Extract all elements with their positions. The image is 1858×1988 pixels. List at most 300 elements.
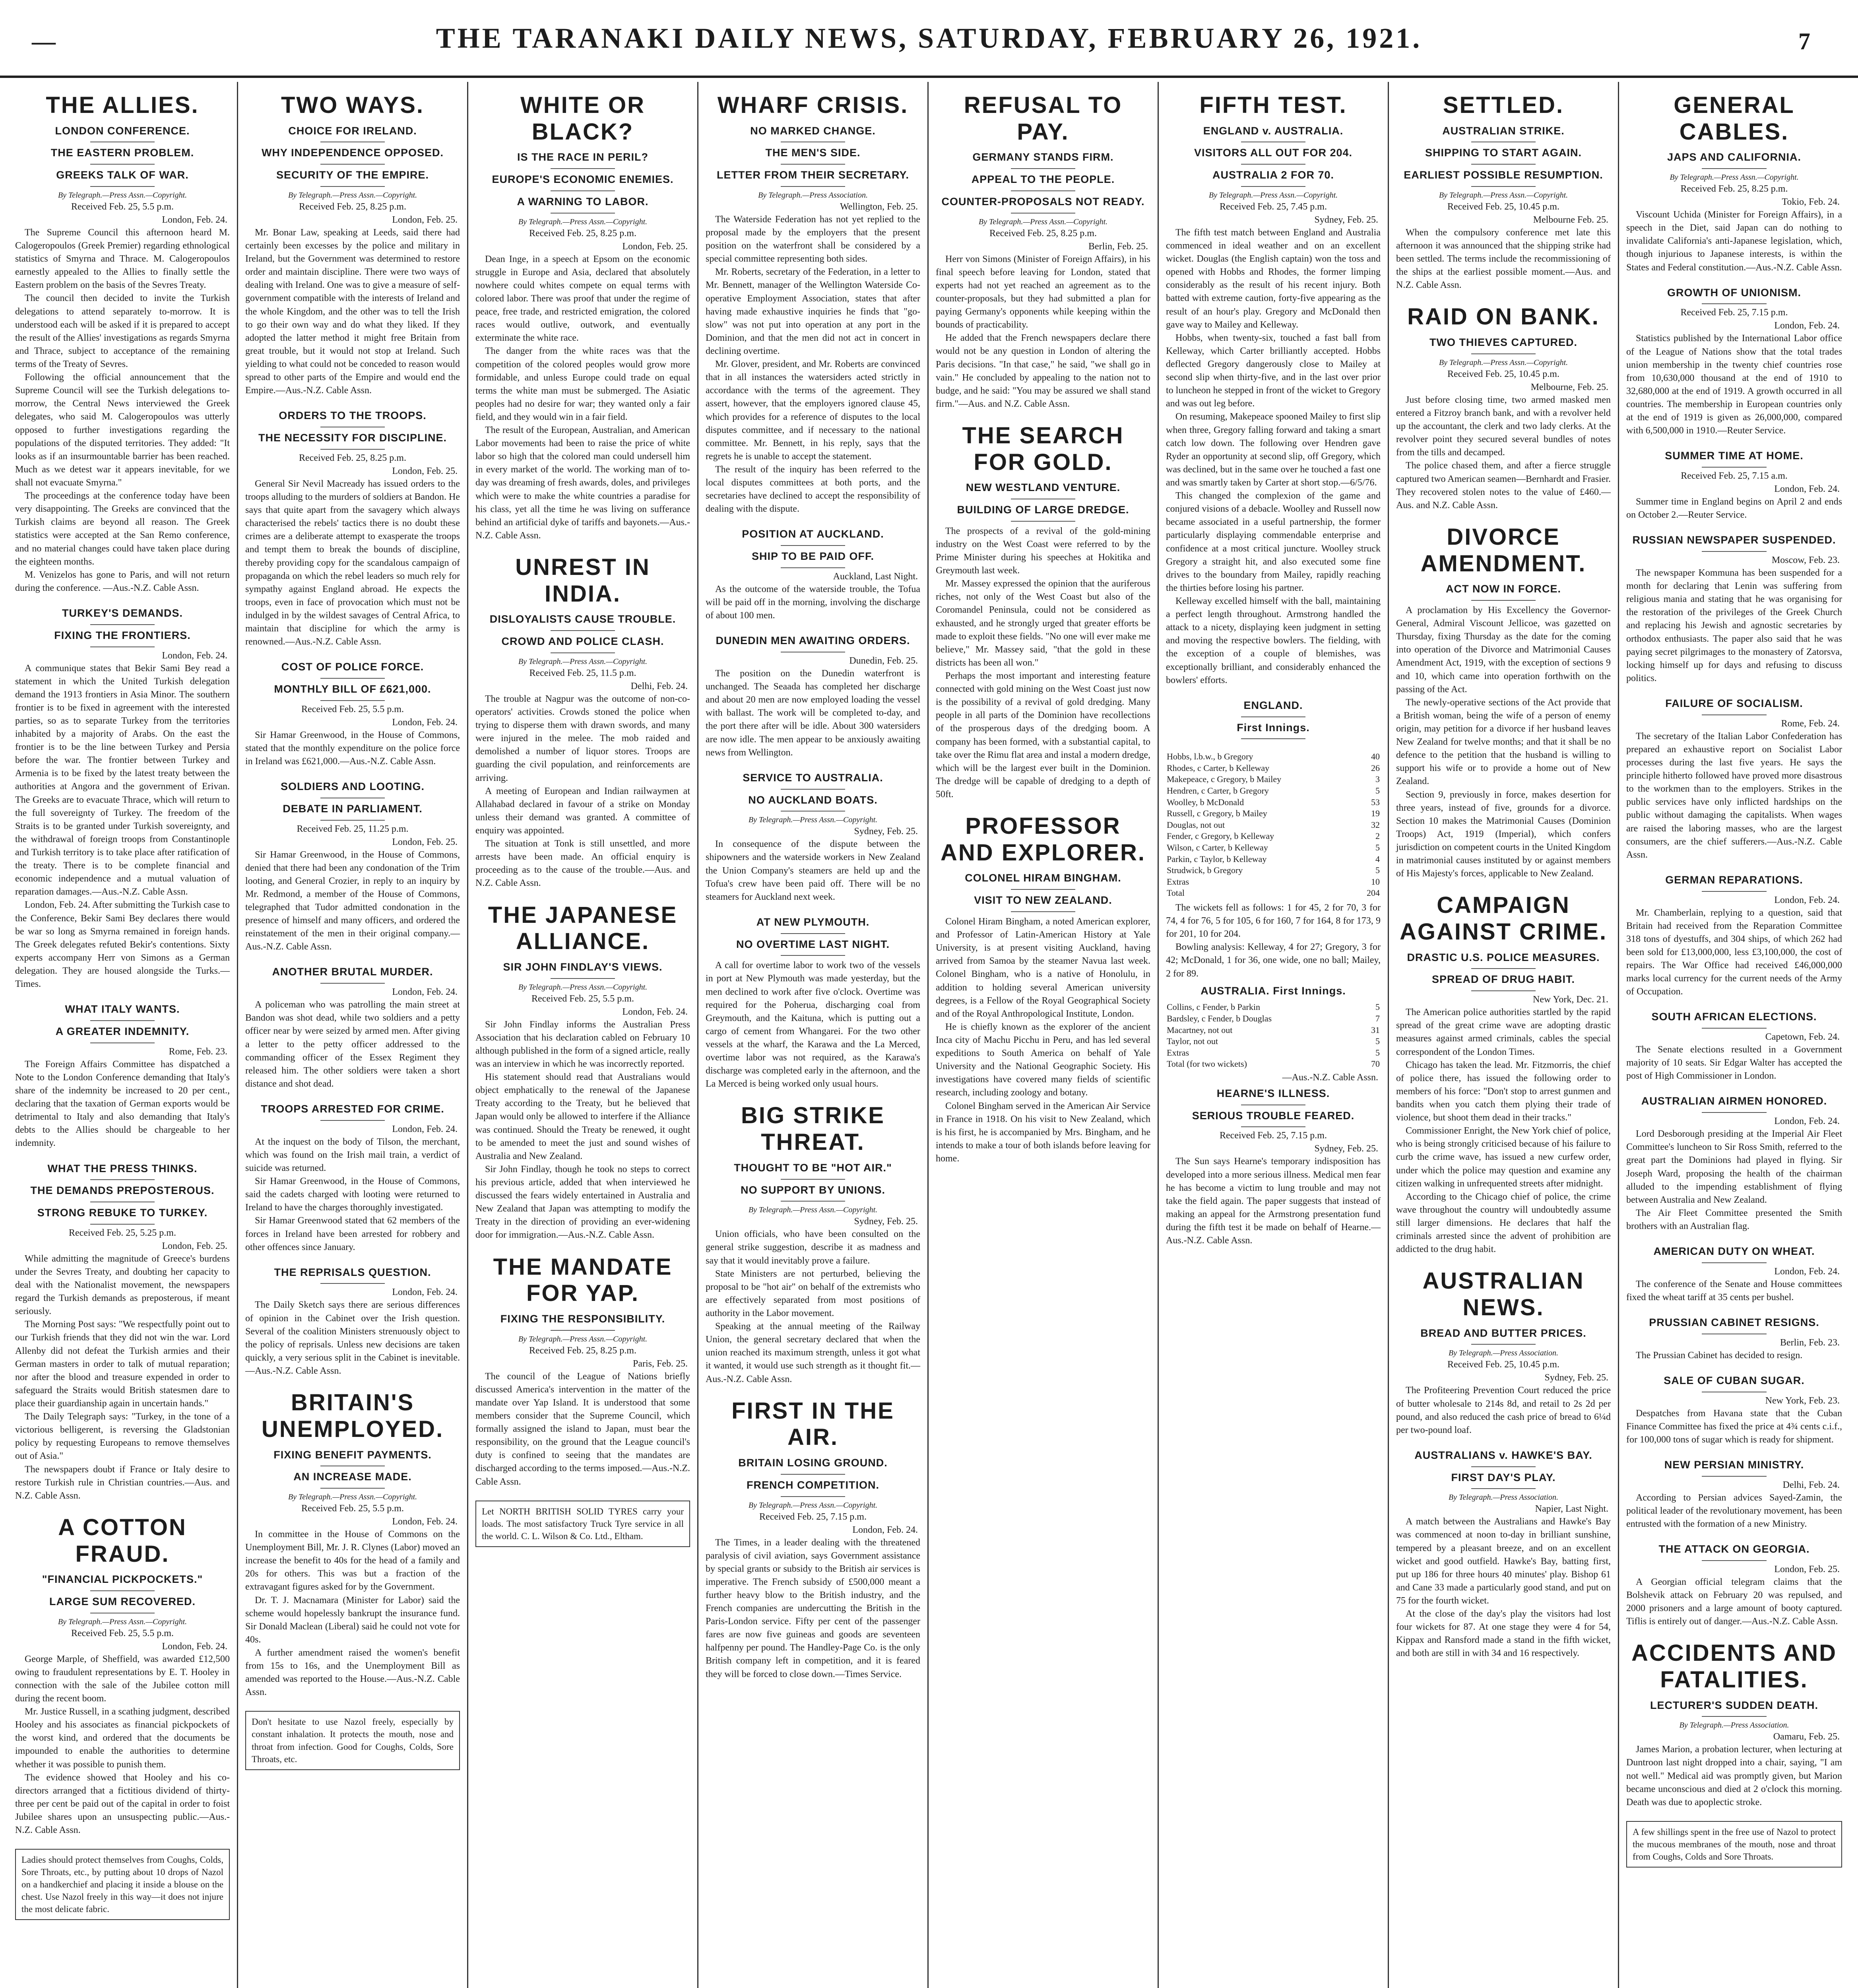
dateline: London, Feb. 24. <box>392 1287 458 1298</box>
subheadline: SOLDIERS AND LOOTING. <box>280 780 425 793</box>
article-paragraph: Sir Hamar Greenwood, in the House of Commons, stated that the monthly expenditure on the police force in Ireland was £621,000.—Aus.-N.Z. Cable Assn. <box>245 730 460 767</box>
divider-rule <box>1241 164 1305 165</box>
article <box>15 1514 230 1837</box>
scorecard-row <box>1166 797 1381 808</box>
masthead <box>0 0 1858 78</box>
divider-rule <box>1702 303 1767 304</box>
dateline: Wellington, Feb. 25. <box>840 201 918 212</box>
scorecard-row <box>1166 1036 1381 1047</box>
subheadline: TROOPS ARRESTED FOR CRIME. <box>261 1103 444 1115</box>
runs-value: 40 <box>1371 751 1380 762</box>
scorecard-row <box>1166 854 1381 865</box>
article-paragraph: In consequence of the dispute between the shipowners and the waterside workers in New Zealand the Union Company's steamers are held up and the Tofua's crew have been paid off. There will be no steamers for Auckland next week. <box>706 839 920 902</box>
article-paragraph: The Waterside Federation has not yet replied to the proposal made by the employers that the present position on the waterfront shall be considered by a special committee representing both sides. <box>706 214 920 264</box>
subheadline: NO SUPPORT BY UNIONS. <box>740 1184 886 1196</box>
subheadline: MONTHLY BILL OF £621,000. <box>274 683 431 695</box>
article <box>15 1162 230 1503</box>
article-paragraph: Dean Inge, in a speech at Epsom on the economic struggle in Europe and Asia, declared that absolutely nowhere could whites compete on equal terms with colored labor. There was proof that under the regime of peace, free trade, and restricted emigration, the colored races would outlive, outwork, and eventually exterminate the white race. <box>475 254 690 344</box>
dateline: Paris, Feb. 25. <box>633 1358 688 1369</box>
article-paragraph: Sir Hamar Greenwood stated that 62 members of the forces in Ireland have been arrested for robbery and other offences since January. <box>245 1215 460 1252</box>
article-paragraph: The council of the League of Nations briefly discussed America's intervention in the matter of the mandate over Yap Island. It is understood that some members consider that the Supreme Council, which formally assigned the island to Japan, must bear the responsibility, on the ground that the League council's duty is confined to seeing that the mandates are discharged according to the terms imposed.—Aus.-N.Z. Cable Assn. <box>475 1371 690 1487</box>
subheadline: FIXING BENEFIT PAYMENTS. <box>273 1448 432 1461</box>
dateline: Tokio, Feb. 24. <box>1782 197 1840 208</box>
received-line: Received Feb. 25, 7.15 p.m. <box>1220 1130 1327 1141</box>
divider-rule <box>90 1224 155 1225</box>
subheadline: LONDON CONFERENCE. <box>55 124 190 137</box>
divider-rule <box>1702 714 1767 715</box>
article <box>475 554 690 890</box>
press-credit: By Telegraph.—Press Assn.—Copyright. <box>58 190 187 200</box>
divider-rule <box>1471 968 1536 969</box>
batsman-entry: Total <box>1167 888 1185 898</box>
divider-rule <box>320 700 385 701</box>
divider-rule <box>781 1496 845 1497</box>
article-paragraph: The Prussian Cabinet has decided to resign. <box>1636 1350 1803 1361</box>
article <box>475 1254 690 1489</box>
article-paragraph: The result of the European, Australian, and American Labor movements had been to raise the price of white labor so high that the colored man could undersell him in every market of the world. The working man of to-day was dreaming of fresh awards, doles, and privileges which were to make the white countries a paradise for his class, yet all the time he was living on sufferance behind an artificial dyke of tariffs and bayonets.—Aus.-N.Z. Cable Assn. <box>475 425 690 541</box>
article-paragraph: Mr. Glover, president, and Mr. Roberts are convinced that in all instances the watersiders acted strictly in accordance with the terms of the agreement. They assert, however, that the employers ignored clause 45, which provides for a reference of disputes to the local disputes committee, and if necessary to the national committee. Mr. Bennett, in his reply, says that the regrets he is unable to accept the statement. <box>706 359 920 462</box>
subheadline: VISIT TO NEW ZEALAND. <box>974 894 1112 907</box>
divider-rule <box>1702 891 1767 892</box>
batsman-entry: Makepeace, c Gregory, b Mailey <box>1167 774 1282 784</box>
batsman-entry: Taylor, not out <box>1167 1036 1218 1046</box>
newspaper-column-4 <box>698 82 929 1988</box>
batsman-entry: Wilson, c Carter, b Kelleway <box>1167 843 1268 853</box>
subheadline: BREAD AND BUTTER PRICES. <box>1420 1327 1586 1339</box>
article-paragraph: The Profiteering Prevention Court reduced the price of butter wholesale to 214s 8d, and retail to 2s 2d per pound, and also reduced the cash price of bread to 6¼d per two-pound loaf. <box>1396 1385 1611 1435</box>
subheadline: FAILURE OF SOCIALISM. <box>1665 697 1803 709</box>
article-headline: AUSTRALIAN NEWS. <box>1422 1268 1585 1320</box>
received-line: Received Feb. 25, 5.25 p.m. <box>69 1227 176 1238</box>
batsman-entry: Total (for two wickets) <box>1167 1059 1247 1069</box>
subheadline: COLONEL HIRAM BINGHAM. <box>965 872 1121 884</box>
subheadline: TURKEY'S DEMANDS. <box>62 607 183 619</box>
batsman-entry: Extras <box>1167 1047 1189 1058</box>
subheadline: ORDERS TO THE TROOPS. <box>279 410 427 422</box>
subheadline: SECURITY OF THE EMPIRE. <box>276 169 429 181</box>
newspaper-column-2 <box>238 82 468 1988</box>
divider-rule <box>781 789 845 790</box>
subheadline: LETTER FROM THEIR SECRETARY. <box>716 169 909 181</box>
divider-rule <box>1241 1126 1305 1127</box>
divider-rule <box>1471 186 1536 187</box>
article-paragraph: The trouble at Nagpur was the outcome of non-co-operators' activities. Crowds stoned the police when trying to disperse them with drawn swords, and many were injured in the melee. The mob raided and demolished a number of liquor stores. Troops are guarding the civil population, and reinforcements are arriving. <box>475 693 690 783</box>
received-line: Received Feb. 25, 10.45 p.m. <box>1447 201 1559 212</box>
subheadline: NO OVERTIME LAST NIGHT. <box>736 938 890 950</box>
subheadline: AUSTRALIAN AIRMEN HONORED. <box>1641 1095 1827 1107</box>
divider-rule <box>320 983 385 984</box>
subheadline: THE EASTERN PROBLEM. <box>50 147 194 159</box>
received-line: Received Feb. 25, 8.25 p.m. <box>529 228 636 239</box>
received-line: Received Feb. 25, 7.45 p.m. <box>1220 201 1327 212</box>
divider-rule <box>1471 1466 1536 1467</box>
dateline: London, Feb. 25. <box>392 466 458 476</box>
divider-rule <box>320 1283 385 1284</box>
scorecard-table <box>1166 1002 1381 1070</box>
runs-value: 5 <box>1375 865 1380 876</box>
press-credit: By Telegraph.—Press Association. <box>1449 1493 1558 1502</box>
divider-rule <box>90 164 155 165</box>
fall-of-wickets: The wickets fell as follows: 1 for 45, 2 for 70, 3 for 74, 4 for 76, 5 for 105, 6 for 160, 7 for 164, 8 for 173, 9 for 201, 10 for 204. <box>1166 902 1381 940</box>
dateline: Rome, Feb. 24. <box>1781 718 1840 729</box>
article-paragraph: The result of the inquiry has been referred to the local disputes committees at both ports, and the secretaries have declined to accept the responsibility of dealing with the dispute. <box>706 464 920 514</box>
article <box>1396 1449 1611 1660</box>
article-paragraph: Commissioner Enright, the New York chief of police, who is being strongly criticised because of his failure to curb the crime wave, has issued a new curfew order, under which the police may question and examine any citizen walking in unfrequented streets after midnight. <box>1396 1126 1611 1189</box>
article-paragraph: As the outcome of the waterside trouble, the Tofua will be paid off in the morning, involving the discharge of about 100 men. <box>706 584 920 621</box>
subheadline: FIXING THE FRONTIERS. <box>54 629 191 641</box>
divider-rule <box>781 567 845 568</box>
article-paragraph: A communique states that Bekir Sami Bey read a statement in which the United Turkish delegation demand the 1913 frontiers in Asia Minor. The southern frontier is to be fixed in agreement with the interested parties, so as to separate Turkey from the territories inhabited by a majority of Arabs. On the east the frontier is to be the line between Turkey and Persia before the war. The frontier between Turkey and Armenia is to be fixed by the latest treaty between the authorities at Angora and the government of Erivan. The Greeks are to evacuate Thrace, which will return to the full sovereignty of Turkey. The freedom of the Straits is to be granted under Turkish sovereignty, and the withdrawal of foreign troops from Constantinople and Turkish territory is to take place after ratification of the treaty. There is to be complete financial and economic independence and a mutual valuation of reparation damages.—Aus.-N.Z. Cable Assn. <box>15 663 230 897</box>
press-credit: By Telegraph.—Press Association. <box>758 190 868 200</box>
divider-rule <box>1011 168 1075 169</box>
dateline: London, Feb. 24. <box>162 650 227 661</box>
dateline: London, Feb. 25. <box>622 241 688 252</box>
dateline: New York, Feb. 23. <box>1765 1395 1840 1406</box>
article-headline: WHARF CRISIS. <box>717 92 909 118</box>
article <box>1626 1316 1842 1362</box>
article-paragraph: Sir John Findlay informs the Australian Press Association that his declaration cabled on February 10 although published in the form of a signed article, really was an interview in which he was incorrectly reported. <box>475 1019 690 1069</box>
article-headline: GENERAL CABLES. <box>1674 92 1795 145</box>
subheadline: TWO THIEVES CAPTURED. <box>1429 336 1577 349</box>
subheadline: RUSSIAN NEWSPAPER SUSPENDED. <box>1632 534 1836 546</box>
subheadline: IS THE RACE IN PERIL? <box>517 151 649 163</box>
article-paragraph: The council then decided to invite the Turkish delegations to attend separately to-morrow. It is understood each will be asked if it is prepared to accept the result of the Allies' investigations as regards Smyrna and Thrace, subject to acceptance of the remaining terms of the Treaty of Sevres. <box>15 293 230 370</box>
bowling-analysis: Bowling analysis: Kelleway, 4 for 27; Gregory, 3 for 42; McDonald, 1 for 36, one wide, one no ball; Mailey, 2 for 89. <box>1166 942 1381 979</box>
article-paragraph: Viscount Uchida (Minister for Foreign Affairs), in a speech in the Diet, said Japan can do nothing to invalidate California's anti-Japanese legislation, which, though injurious to Japanese interests, is within the States and Federal constitution.—Aus.-N.Z. Cable Assn. <box>1626 210 1842 273</box>
article <box>1626 1095 1842 1233</box>
runs-value: 7 <box>1375 1013 1380 1023</box>
advertisement: Let NORTH BRITISH SOLID TYRES carry your loads. The most satisfactory Truck Tyre service in all the world. C. L. Wilson & Co. Ltd., Eltham. <box>475 1501 690 1547</box>
subheadline: LARGE SUM RECOVERED. <box>49 1595 196 1607</box>
article <box>706 528 920 622</box>
subheadline: WHY INDEPENDENCE OPPOSED. <box>261 147 444 159</box>
newspaper-masthead-title: THE TARANAKI DAILY NEWS, SATURDAY, FEBRUARY 26, 1921. <box>436 22 1422 54</box>
article-headline: THE ALLIES. <box>46 92 199 118</box>
subheadline: SHIPPING TO START AGAIN. <box>1425 147 1582 159</box>
ornament: ― <box>32 28 56 54</box>
dateline: Capetown, Feb. 24. <box>1765 1032 1840 1043</box>
divider-rule <box>781 955 845 956</box>
received-line: Received Feb. 25, 8.25 p.m. <box>299 452 406 463</box>
divider-rule <box>551 213 615 214</box>
scorecard-table <box>1166 751 1381 899</box>
article-headline: THE MANDATE FOR YAP. <box>493 1254 673 1307</box>
article-paragraph: In committee in the House of Commons on the Unemployment Bill, Mr. J. R. Clynes (Labor) moved an increase the benefit to 40s for the head of a family and 20s for others. This was but a fraction of the extravagant figures asked for by the Government. <box>245 1529 460 1592</box>
press-credit: By Telegraph.—Press Assn.—Copyright. <box>288 190 417 200</box>
divider-rule <box>551 978 615 979</box>
dateline: London, Feb. 24. <box>1774 320 1840 331</box>
divider-rule <box>781 1201 845 1202</box>
article <box>1626 1543 1842 1628</box>
article <box>1166 1087 1381 1247</box>
divider-rule <box>90 1590 155 1591</box>
dateline: London, Feb. 24. <box>622 1006 688 1017</box>
received-line: Received Feb. 25, 8.25 p.m. <box>989 228 1097 239</box>
article-paragraph: London, Feb. 24. After submitting the Turkish case to the Conference, Bekir Sami Bey declares there would be war so long as Smyrna remained in foreign hands. The Greek delegates refuted Bekir's contentions. Sixty experts accompany Herr von Simons as a German delegation. They are housed alongside the Turks.—Times. <box>15 900 230 990</box>
subheadline: COUNTER-PROPOSALS NOT READY. <box>941 195 1145 208</box>
subheadline: DISLOYALISTS CAUSE TROUBLE. <box>489 613 676 625</box>
article-paragraph: His statement should read that Australians would object emphatically to the renewal of the Japanese Treaty according to the Treaty, but he believed that Japan would only be allowed to interfere if the Alliance was continued. Should the Treaty be renewed, it ought to be amended to meet the just and sound wishes of Australia and New Zealand. <box>475 1072 690 1161</box>
batsman-entry: Hendren, c Carter, b Gregory <box>1167 786 1269 796</box>
subheadline: DRASTIC U.S. POLICE MEASURES. <box>1407 951 1600 963</box>
article-paragraph: Section 9, previously in force, makes desertion for three years, instead of five, grounds for a divorce. Section 10 makes the Matrimonial Causes (Dominion Troops) Act, 1919 (Imperial), which confers jurisdiction on competent courts in the United Kingdom in matrimonial causes instituted by or against members of His Majesty's forces, applicable to New Zealand. <box>1396 789 1611 879</box>
runs-value: 32 <box>1371 819 1380 830</box>
article-paragraph: Perhaps the most important and interesting feature connected with gold mining on the West Coast just now is the possibility of a revival of gold dredging. Many people in all parts of the Dominion have recollections of the prosperous days of the dredging boom. A company has been formed, with a substantial capital, to take over the Rimu flat area and instal a modern dredge, which will be the largest ever built in the Dominion. The dredge will be capable of dredging to a depth of 50ft. <box>936 671 1150 800</box>
runs-value: 3 <box>1375 774 1380 784</box>
press-credit: By Telegraph.—Press Assn.—Copyright. <box>748 1501 878 1510</box>
article-paragraph: Mr. Massey expressed the opinion that the auriferous riches, not only of the West Coast but also of the Coromandel Peninsula, could not be considered as exhausted, and he strongly urged that greater efforts be made to exploit these fields. "No one will ever make me believe," Mr. Massey said, "that the gold in these districts has been all won." <box>936 579 1150 668</box>
divider-rule <box>781 545 845 546</box>
scorecard-row <box>1166 808 1381 819</box>
newspaper-column-7 <box>1389 82 1619 1988</box>
subheadline: WHAT ITALY WANTS. <box>65 1003 180 1015</box>
divider-rule <box>781 933 845 934</box>
divider-rule <box>1011 213 1075 214</box>
batsman-entry: Russell, c Gregory, b Mailey <box>1167 808 1267 819</box>
article-paragraph: The Daily Sketch says there are serious differences of opinion in the Cabinet over the Irish question. Several of the coalition Ministers strenuously object to the policy of reprisals. Unless new decisions are taken quickly, a very serious split in the Cabinet is inevitable.—Aus.-N.Z. Cable Assn. <box>245 1300 460 1376</box>
article-paragraph: Sir Hamar Greenwood, in the House of Commons, said the cadets charged with looting were returned to Ireland to have the charges thoroughly investigated. <box>245 1176 460 1213</box>
runs-value: 204 <box>1367 888 1380 898</box>
article <box>706 1398 920 1681</box>
scorecard-row <box>1166 831 1381 842</box>
divider-rule <box>1702 467 1767 468</box>
scorecard-row <box>1166 1013 1381 1025</box>
dateline: London, Feb. 24. <box>392 1516 458 1527</box>
dateline: London, Feb. 25. <box>392 837 458 847</box>
article <box>1626 1640 1842 1809</box>
dateline: Delhi, Feb. 24. <box>630 681 688 691</box>
press-credit: By Telegraph.—Press Association. <box>1449 1349 1558 1358</box>
subheadline: "FINANCIAL PICKPOCKETS." <box>42 1573 203 1586</box>
dateline: Berlin, Feb. 23. <box>1780 1337 1840 1348</box>
article <box>936 92 1150 411</box>
batsman-entry: Fender, c Gregory, b Kelleway <box>1167 831 1274 841</box>
divider-rule <box>551 190 615 191</box>
dateline: London, Feb. 25. <box>1774 1564 1840 1574</box>
article-headline: THE SEARCH FOR GOLD. <box>962 422 1124 475</box>
divider-rule <box>1702 551 1767 552</box>
article-paragraph: James Marion, a probation lecturer, when lecturing at Duntroon last night dropped into a chair, saying, "I am not well." Medical aid was promptly given, but Marion became unconscious and died at 2 o'clock this morning. Death was due to apoplectic stroke. <box>1626 1744 1842 1807</box>
article <box>706 1103 920 1386</box>
subheadline: DUNEDIN MEN AWAITING ORDERS. <box>716 635 910 647</box>
article <box>1166 92 1381 687</box>
press-credit: By Telegraph.—Press Assn.—Copyright. <box>748 1206 878 1215</box>
article <box>706 771 920 904</box>
divider-rule <box>781 186 845 187</box>
dateline: Oamaru, Feb. 25. <box>1773 1732 1840 1742</box>
article <box>1396 1268 1611 1437</box>
dateline: London, Feb. 24. <box>392 987 458 998</box>
article-paragraph: A call for overtime labor to work two of the vessels in port at New Plymouth was made yesterday, but the men declined to work after five o'clock. Overtime was required for the Poherua, discharging coal from Greymouth, and the Kaituna, which is putting out a cargo of cement from Whangarei. For the two other vessels at the wharf, the Karawa and the La Merced, overtime labor was not required, as the Karawa's discharge was completed early in the afternoon, and the La Merced is being worked only usual hours. <box>706 960 920 1089</box>
runs-value: 5 <box>1375 786 1380 796</box>
divider-rule <box>90 1020 155 1021</box>
article-paragraph: At the inquest on the body of Tilson, the merchant, which was found on the Irish mail train, a verdict of suicide was returned. <box>245 1136 460 1173</box>
article-paragraph: The Daily Telegraph says: "Turkey, in the tone of a victorious belligerent, is reversing the Gladstonian policy by requesting Europeans to remove themselves out of Asia." <box>15 1411 230 1462</box>
article-paragraph: George Marple, of Sheffield, was awarded £12,500 owing to fraudulent representations by E. T. Hooley in connection with the sale of the Jubilee cotton mill during the recent boom. <box>15 1654 230 1704</box>
article-paragraph: Union officials, who have been consulted on the general strike suggestion, describe it as madness and say that it would inevitably prove a failure. <box>706 1229 920 1266</box>
article-paragraph: Dr. T. J. Macnamara (Minister for Labor) said the scheme would hopelessly bankrupt the insurance fund. Sir Donald Maclean (Liberal) said he could not vote for 40s. <box>245 1595 460 1645</box>
subheadline: NEW WESTLAND VENTURE. <box>966 481 1121 494</box>
article-paragraph: According to Persian advices Sayed-Zamin, the political leader of the revolutionary movement, has been entrusted with the formation of a new Ministry. <box>1626 1492 1842 1529</box>
article-paragraph: M. Venizelos has gone to Paris, and will not return during the conference. —Aus.-N.Z. Cable Assn. <box>15 569 230 593</box>
received-line: Received Feb. 25, 5.5 p.m. <box>531 993 634 1004</box>
article-paragraph: A meeting of European and Indian railwaymen at Allahabad declared in favour of a strike on Monday unless their demand was granted. A committee of enquiry was appointed. <box>475 786 690 836</box>
runs-value: 2 <box>1375 831 1380 841</box>
article <box>475 902 690 1242</box>
batsman-entry: Macartney, not out <box>1167 1025 1233 1035</box>
article-paragraph: Despatches from Havana state that the Cuban Finance Committee has fixed the price at 4¾ cents c.i.f., for 100,000 tons of sugar which is ready for shipment. <box>1626 1408 1842 1445</box>
scorecard-row <box>1166 887 1381 899</box>
article-paragraph: The Times, in a leader dealing with the threatened paralysis of civil aviation, says Government assistance by special grants or subsidy to the British air services is imperative. The French subsidy of £500,000 meant a further heavy blow to the British industry, and the French companies are undercutting the British in the Paris-London service. Fifty per cent of the passenger fares are now five guineas and goods are seventeen halfpenny per pound. The Handley-Page Co. is the only British company left in competition, and it is feared they will be forced to close down.—Times Service. <box>706 1537 920 1679</box>
article-headline: TWO WAYS. <box>281 92 424 118</box>
article <box>15 607 230 991</box>
article-paragraph: The prospects of a revival of the gold-mining industry on the West Coast were referred to by the Prime Minister during his speeches at Hokitika and Greymouth last week. <box>936 526 1150 576</box>
subheadline: ENGLAND v. AUSTRALIA. <box>1203 124 1344 137</box>
received-line: Received Feb. 25, 5.5 p.m. <box>301 1503 404 1514</box>
divider-rule <box>1702 1262 1767 1263</box>
article <box>245 1103 460 1254</box>
article-headline: ACCIDENTS AND FATALITIES. <box>1631 1640 1837 1693</box>
dateline: London, Feb. 24. <box>162 214 227 225</box>
runs-value: 31 <box>1371 1025 1380 1035</box>
divider-rule <box>90 646 155 647</box>
subheadline: VISITORS ALL OUT FOR 204. <box>1194 147 1353 159</box>
divider-rule <box>1702 1716 1767 1717</box>
article-paragraph: Chicago has taken the lead. Mr. Fitzmorris, the chief of police there, has issued the following order to members of his force: "Don't stop to arrest gunmen and bandits when you catch them plying their trade of violence, but shoot them dead in their tracks." <box>1396 1060 1611 1123</box>
article-paragraph: The danger from the white races was that the competition of the colored peoples would grow more formidable, and unless Europe could trade on equal terms the white man must be submerged. The Asiatic peoples had no desire for war; they wanted only a fair field, and they would win in a fair field. <box>475 346 690 422</box>
dateline: London, Feb. 24. <box>162 1641 227 1652</box>
article-paragraph: The American police authorities startled by the rapid spread of the great crime wave are adopting drastic measures against armed criminals, cables the special correspondent of the London Times. <box>1396 1007 1611 1057</box>
subheadline: BRITAIN LOSING GROUND. <box>738 1457 888 1469</box>
received-line: Received Feb. 25, 5.5 p.m. <box>71 1628 174 1639</box>
divider-rule <box>90 186 155 187</box>
scorecard-row <box>1166 842 1381 854</box>
article-paragraph: When the compulsory conference met late this afternoon it was announced that the shipping strike had been settled. The terms include the recommissioning of the ships at the earliest possible moment.—Aus. and N.Z. Cable Assn. <box>1396 227 1611 291</box>
article-paragraph: The conference of the Senate and House committees fixed the wheat tariff at 35 cents per bushel. <box>1626 1279 1842 1303</box>
dateline: New York, Dec. 21. <box>1533 994 1608 1005</box>
article-paragraph: A Georgian official telegram claims that the Bolshevik attack on February 20 was repulsed, and 2000 prisoners and a large amount of booty captured. Tiflis is entirely out of danger.—Aus.-N.Z. Cable Assn. <box>1626 1576 1842 1627</box>
newspaper-column-5 <box>929 82 1159 1988</box>
received-line: Received Feb. 25, 8.25 p.m. <box>299 201 406 212</box>
article <box>1626 1458 1842 1531</box>
dateline: London, Feb. 24. <box>1774 1266 1840 1277</box>
subheadline: HEARNE'S ILLNESS. <box>1216 1087 1330 1099</box>
press-credit: By Telegraph.—Press Assn.—Copyright. <box>748 815 878 825</box>
batsman-entry: Extras <box>1167 876 1189 887</box>
subheadline: PRUSSIAN CABINET RESIGNS. <box>1649 1316 1819 1329</box>
article <box>475 92 690 542</box>
article-paragraph: Just before closing time, two armed masked men entered a Fitzroy branch bank, and with a revolver held up the accountant, the clerk and two lady clerks. At the revolver point they secured several bundles of notes from the tills and decamped. <box>1396 394 1611 458</box>
dateline: London, Feb. 24. <box>392 717 458 728</box>
article-paragraph: Mr. Roberts, secretary of the Federation, in a letter to Mr. Bennett, manager of the Wellington Waterside Co-operative Employment Association, states that after having made exhaustive inquiries he finds that "go-slow" was not put into operation at any port in the Dominion, and that the men did not act in concert in declining overtime. <box>706 267 920 357</box>
article-paragraph: Sir John Findlay, though he took no steps to correct his previous article, added that when interviewed he discussed the fears widely entertained in Australia and New Zealand that Japan was attempting to modify the Treaty in the direction of providing an ever-widening door for immigration.—Aus.-N.Z. Cable Assn. <box>475 1164 690 1241</box>
divider-rule <box>1241 738 1305 739</box>
article <box>936 813 1150 1165</box>
article-paragraph: Mr. Bonar Law, speaking at Leeds, said there had certainly been excesses by the police and military in Ireland, but the Government was determined to restore order and maintain discipline. There were two ways of dealing with Ireland. One was to give a measure of self-government compatible with the interests of Ireland and the whole Kingdom, and the other was to tell the Irish to go their own way and do what they liked. If they adopted the latter method it might free Britain from great trouble, but it would not stop at Ireland. Such yielding to what could not be conceded to reason would spread to other parts of the Empire and would end the Empire.—Aus.-N.Z. Cable Assn. <box>245 227 460 396</box>
article-headline: A COTTON FRAUD. <box>58 1514 187 1567</box>
article-headline: REFUSAL TO PAY. <box>964 92 1123 145</box>
subheadline: ANOTHER BRUTAL MURDER. <box>272 966 433 978</box>
subheadline: THE REPRISALS QUESTION. <box>274 1266 431 1278</box>
advertisement: Don't hesitate to use Nazol freely, especially by constant inhalation. It protects the mouth, nose and throat from infection. Good for Coughs, Colds, Sore Throats, etc. <box>245 1711 460 1770</box>
batsman-entry: Hobbs, l.b.w., b Gregory <box>1167 751 1253 762</box>
runs-value: 5 <box>1375 843 1380 853</box>
subheadline: AUSTRALIANS v. HAWKE'S BAY. <box>1414 1449 1592 1461</box>
press-credit: By Telegraph.—Press Assn.—Copyright. <box>1439 358 1568 367</box>
dateline: Sydney, Feb. 25. <box>854 826 918 837</box>
cable-credit: —Aus.-N.Z. Cable Assn. <box>1282 1072 1378 1083</box>
received-line: Received Feb. 25, 5.5 p.m. <box>301 704 404 714</box>
dateline: London, Feb. 24. <box>852 1524 918 1535</box>
article-paragraph: This changed the complexion of the game and conjured visions of a debacle. Woolley and Russell now became associated in a useful partnership, the former particularly displaying commendable enterprise and confidence at a most critical juncture. Woolley struck Gregory a straight hit, and also executed some fine drives to the boundary from Mailey, rapidly reaching the thirties before losing his partner. <box>1166 491 1381 593</box>
press-credit: By Telegraph.—Press Assn.—Copyright. <box>978 217 1108 226</box>
press-credit: By Telegraph.—Press Assn.—Copyright. <box>518 1334 648 1343</box>
article-paragraph: Following the official announcement that the Supreme Council will see the Turkish delegations to-morrow, the Central News interviewed the Greek delegates, who said M. Calogeropoulos was utterly opposed to further investigations regarding the populations of the disputed territories. They added: "It looks as if an insurmountable barrier has been reached. Much as we detest war it appears inevitable, for we shall not evacuate Smyrna." <box>15 372 230 488</box>
subheadline: STRONG REBUKE TO TURKEY. <box>37 1207 208 1219</box>
article <box>706 916 920 1091</box>
divider-rule <box>551 652 615 653</box>
article-headline: RAID ON BANK. <box>1407 304 1600 330</box>
press-credit: By Telegraph.—Press Assn.—Copyright. <box>518 217 648 226</box>
divider-rule <box>320 449 385 450</box>
article <box>1626 449 1842 522</box>
article <box>1626 874 1842 999</box>
scorecard-row <box>1166 819 1381 831</box>
subheadline: THOUGHT TO BE "HOT AIR." <box>734 1161 892 1174</box>
article-paragraph: The Supreme Council this afternoon heard M. Calogeropoulos (Greek Premier) regarding ethnological statistics of Smyrna and Thrace. M. Calogeropoulos earnestly appealed to the Allies to finally settle the Eastern problem on the basis of the Sevres Treaty. <box>15 227 230 291</box>
page-number: 7 <box>1798 28 1810 54</box>
divider-rule <box>1702 1560 1767 1561</box>
divider-rule <box>1702 1028 1767 1029</box>
received-line: Received Feb. 25, 7.15 a.m. <box>1681 471 1788 481</box>
subheadline: APPEAL TO THE PEOPLE. <box>971 173 1115 186</box>
article-paragraph: According to the Chicago chief of police, the crime wave throughout the country will undoubtedly assume still larger dimensions. He declares that half the criminals arrested since the advent of prohibition are addicted to the drug habit. <box>1396 1191 1611 1255</box>
runs-value: 4 <box>1375 854 1380 864</box>
runs-value: 19 <box>1371 808 1380 819</box>
scorecard-row <box>1166 865 1381 876</box>
runs-value: 5 <box>1375 1047 1380 1058</box>
received-line: Received Feb. 25, 7.15 p.m. <box>759 1511 867 1522</box>
divider-rule <box>551 1330 615 1331</box>
article-paragraph: He added that the French newspapers declare there would not be any question in London of altering the Paris decisions. "In that case," he said, "we shall go in vain." He concluded by appealing to the nation not to budge, and he said: "You may be assured we shall stand firm."—Aus. and N.Z. Cable Assn. <box>936 333 1150 409</box>
press-credit: By Telegraph.—Press Assn.—Copyright. <box>518 982 648 992</box>
received-line: Received Feb. 25, 8.25 p.m. <box>529 1345 636 1356</box>
dateline: Sydney, Feb. 25. <box>1314 1143 1378 1154</box>
divider-rule <box>1702 1112 1767 1113</box>
subheadline: FRENCH COMPETITION. <box>747 1479 879 1491</box>
subheadline: COST OF POLICE FORCE. <box>281 661 424 673</box>
subheadline: EUROPE'S ECONOMIC ENEMIES. <box>492 173 674 186</box>
article-headline: BRITAIN'S UNEMPLOYED. <box>261 1390 444 1442</box>
advertisement: A few shillings spent in the free use of Nazol to protect the mucous membranes of the mouth, nose and throat from Coughs, Colds and Sore Throats. <box>1626 1821 1842 1868</box>
article-paragraph: The Sun says Hearne's temporary indisposition has developed into a more serious illness. Medical men fear he has become a victim to lung trouble and may not take the field again. The paper suggests that instead of making an appeal for the Armstrong presentation fund during the fifth test it be made on behalf of Hearne.—Aus.-N.Z. Cable Assn. <box>1166 1156 1381 1246</box>
dateline: Dunedin, Feb. 25. <box>849 656 918 666</box>
article-paragraph: Sir Hamar Greenwood, in the House of Commons, denied that there had been any condonation of the Trim looting, and General Crozier, in reply to an inquiry by Mr. Redmond, a member of the House of Commons, telegraphed that Tudor admitted condonation in the presence of himself and many officers, and ordered the reinstatement of the men in their original company.—Aus.-N.Z. Cable Assn. <box>245 849 460 952</box>
runs-value: 5 <box>1375 1002 1380 1012</box>
dateline: London, Feb. 24. <box>1774 1116 1840 1127</box>
subheadline: WHAT THE PRESS THINKS. <box>47 1162 198 1175</box>
dateline: Sydney, Feb. 25. <box>1544 1373 1608 1383</box>
advertisement: Ladies should protect themselves from Coughs, Colds, Sore Throats, etc., by putting about 10 drops of Nazol on a handkerchief and placing it inside a blouse on the chest. Use Nazol freely in this way—it does not injure the most delicate fabric. <box>15 1849 230 1920</box>
article <box>15 92 230 595</box>
press-credit: By Telegraph.—Press Assn.—Copyright. <box>518 657 648 666</box>
article-headline: BIG STRIKE THREAT. <box>741 1103 885 1155</box>
article-paragraph: The fifth test match between England and Australia commenced in ideal weather and on an excellent wicket. Douglas (the English captain) won the toss and opened with Hobbs and Rhodes, the former limping considerably as the result of his recent injury. Both batted with extreme caution, forty-five appearing as the result of an hour's play. Gregory and McDonald then gave way to Mailey and Kelleway. <box>1166 227 1381 330</box>
subheadline: SERVICE TO AUSTRALIA. <box>743 771 883 784</box>
divider-rule <box>1011 521 1075 522</box>
divider-rule <box>1241 186 1305 187</box>
divider-rule <box>1471 1344 1536 1345</box>
